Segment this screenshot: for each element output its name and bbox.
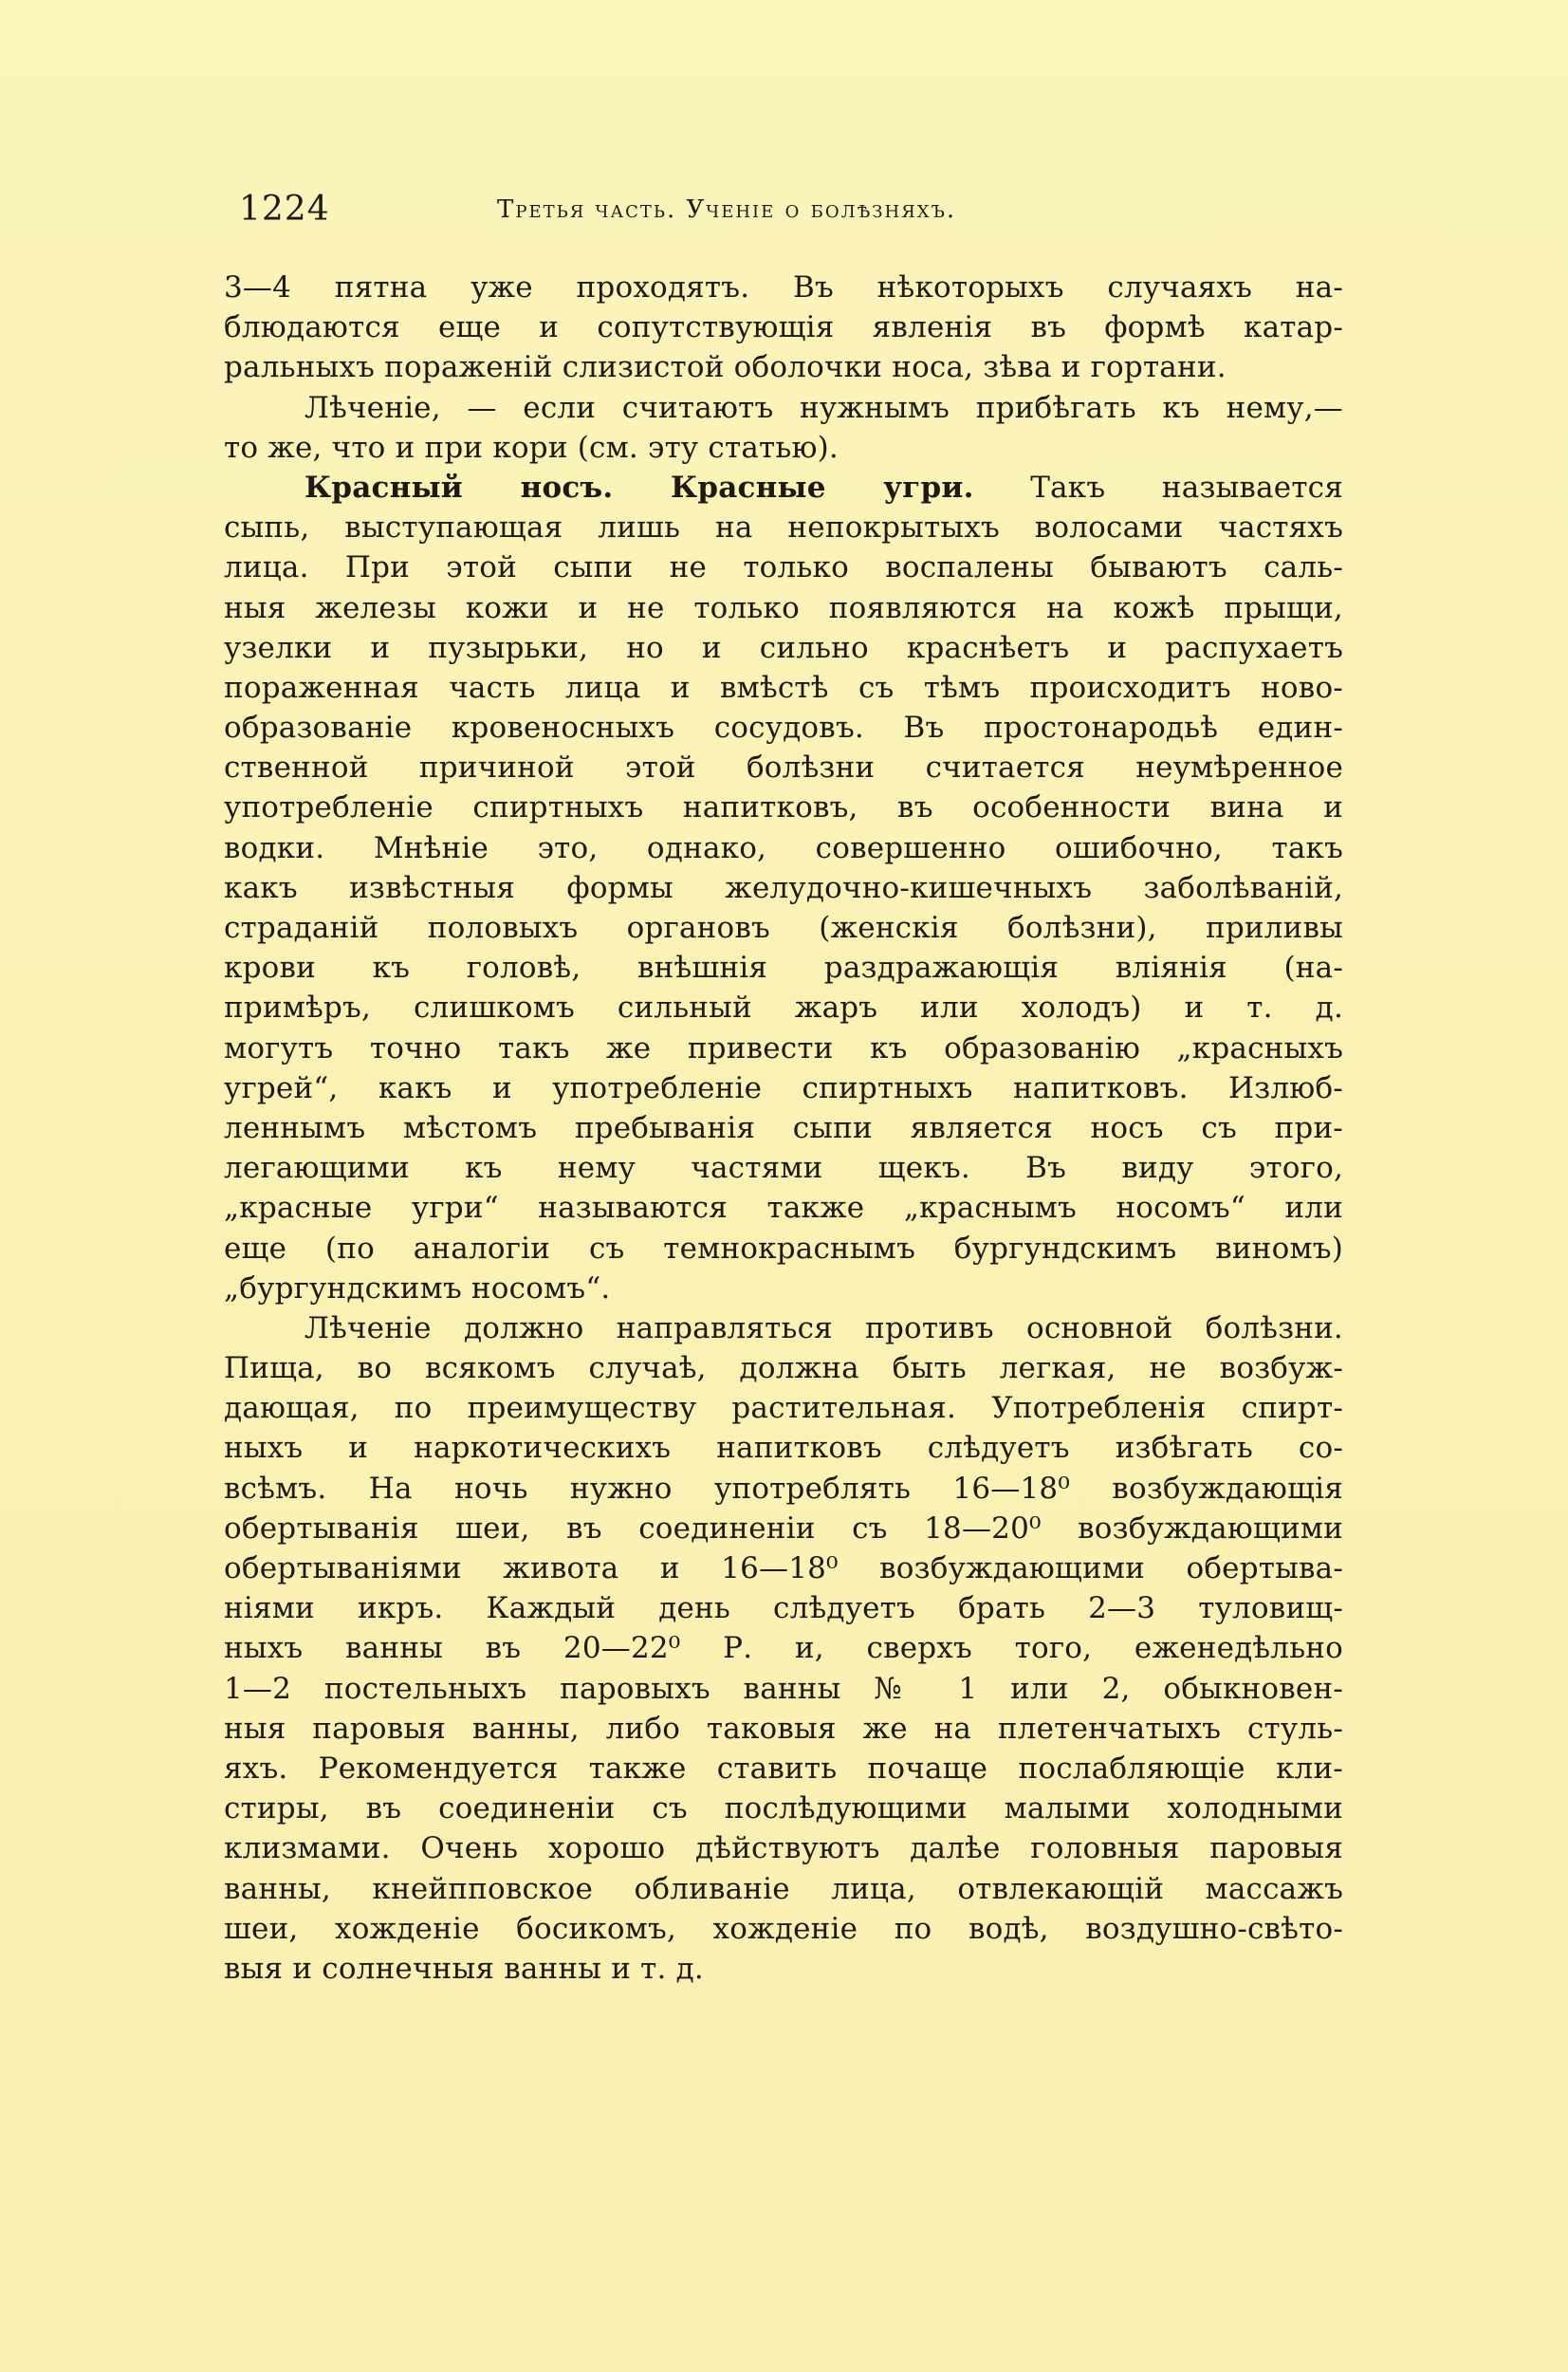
running-head: Третья часть. Ученіе о болѣзняхъ. bbox=[497, 195, 957, 224]
text-line: выя и солнечныя ванны и т. д. bbox=[224, 1951, 704, 1986]
text-line: обертываніями живота и 16—18⁰ возбуждающими обертыва- bbox=[224, 1551, 1343, 1585]
text-line: 3—4 пятна уже проходятъ. Въ нѣкоторыхъ случаяхъ на- bbox=[224, 270, 1343, 305]
line-text: Такъ называется bbox=[973, 470, 1343, 505]
text-line: ванны, кнейпповское обливаніе лица, отвлекающій массажъ bbox=[224, 1871, 1343, 1906]
text-line: „бургундскимъ носомъ“. bbox=[224, 1270, 611, 1306]
text-line: крови къ головѣ, внѣшнія раздражающія вліянія (на- bbox=[224, 951, 1343, 986]
paragraph bbox=[224, 268, 1343, 388]
text-line: ныхъ ванны въ 20—22⁰ Р. и, сверхъ того, еженедѣльно bbox=[224, 1631, 1343, 1666]
text-line: ственной причиной этой болѣзни считается неумѣренное bbox=[224, 751, 1343, 786]
text-line: 1—2 постельныхъ паровыхъ ванны № 1 или 2, обыкновен- bbox=[224, 1671, 1343, 1706]
text-line: сыпь, выступающая лишь на непокрытыхъ волосами частяхъ bbox=[224, 510, 1343, 546]
paragraph bbox=[224, 468, 1343, 1308]
text-line: ральныхъ пораженій слизистой оболочки носа, зѣва и гортани. bbox=[224, 350, 1227, 385]
text-line: то же, что и при кори (см. эту статью). bbox=[224, 430, 839, 465]
text-line: Пища, во всякомъ случаѣ, должна быть легкая, не возбуж- bbox=[224, 1351, 1343, 1386]
page-number: 1224 bbox=[239, 190, 330, 229]
text-line: лица. При этой сыпи не только воспалены бываютъ саль- bbox=[224, 550, 1343, 585]
text-line: легающими къ нему частями щекъ. Въ виду этого, bbox=[224, 1151, 1343, 1186]
page-header bbox=[231, 186, 1351, 243]
text-line: шеи, хожденіе босикомъ, хожденіе по водѣ, воздушно-свѣто- bbox=[224, 1911, 1343, 1946]
text-line: всѣмъ. На ночь нужно употреблять 16—18⁰ возбуждающія bbox=[224, 1471, 1343, 1506]
text-line: узелки и пузырьки, но и сильно краснѣетъ и распухаетъ bbox=[224, 630, 1343, 665]
text-line: могутъ точно такъ же привести къ образованію „красныхъ bbox=[224, 1030, 1343, 1066]
text-line: леннымъ мѣстомъ пребыванія сыпи является носъ съ при- bbox=[224, 1110, 1343, 1145]
text-line: еще (по аналогіи съ темнокраснымъ бургундскимъ виномъ) bbox=[224, 1231, 1343, 1266]
body-text bbox=[224, 268, 1343, 1989]
paragraph bbox=[224, 388, 1343, 468]
text-line: пораженная часть лица и вмѣстѣ съ тѣмъ происходитъ ново- bbox=[224, 670, 1343, 705]
text-line: Лѣченіе, — если считаютъ нужнымъ прибѣгать къ нему,— bbox=[304, 390, 1343, 425]
text-line: употребленіе спиртныхъ напитковъ, въ особенности вина и bbox=[224, 790, 1343, 825]
text-line: блюдаются еще и сопутствующія явленія въ формѣ катар- bbox=[224, 310, 1343, 345]
text-line: образованіе кровеносныхъ сосудовъ. Въ простонародьѣ един- bbox=[224, 711, 1343, 746]
text-line: ныхъ и наркотическихъ напитковъ слѣдуетъ избѣгать со- bbox=[224, 1431, 1343, 1466]
text-line bbox=[224, 468, 1343, 508]
text-line: угрей“, какъ и употребленіе спиртныхъ напитковъ. Излюб- bbox=[224, 1070, 1343, 1105]
text-line: ніями икръ. Каждый день слѣдуетъ брать 2—3 туловищ- bbox=[224, 1591, 1343, 1626]
text-line: ныя паровыя ванны, либо таковыя же на плетенчатыхъ стуль- bbox=[224, 1711, 1343, 1746]
text-line: обертыванія шеи, въ соединеніи съ 18—20⁰ возбуждающими bbox=[224, 1510, 1343, 1546]
text-line: страданій половыхъ органовъ (женскія болѣзни), приливы bbox=[224, 911, 1343, 945]
text-line: примѣръ, слишкомъ сильный жаръ или холодъ) и т. д. bbox=[224, 991, 1343, 1026]
text-line: водки. Мнѣніе это, однако, совершенно ошибочно, такъ bbox=[224, 830, 1343, 865]
section-heading: Красный носъ. Красные угри. bbox=[304, 470, 974, 505]
text-line: клизмами. Очень хорошо дѣйствуютъ далѣе головныя паровыя bbox=[224, 1831, 1343, 1866]
text-line: ныя железы кожи и не только появляются на кожѣ прыщи, bbox=[224, 590, 1343, 625]
text-line: „красные угри“ называются также „краснымъ носомъ“ или bbox=[224, 1191, 1343, 1226]
text-line: какъ извѣстныя формы желудочно-кишечныхъ заболѣваній, bbox=[224, 870, 1343, 905]
text-line: дающая, по преимуществу растительная. Употребленія спирт- bbox=[224, 1391, 1343, 1426]
paragraph bbox=[224, 1308, 1343, 1989]
text-line: стиры, въ соединеніи съ послѣдующими малыми холодными bbox=[224, 1791, 1343, 1826]
text-line: Лѣченіе должно направляться противъ основной болѣзни. bbox=[304, 1310, 1343, 1345]
text-line: яхъ. Рекомендуется также ставить почаще послабляющіе кли- bbox=[224, 1751, 1343, 1786]
